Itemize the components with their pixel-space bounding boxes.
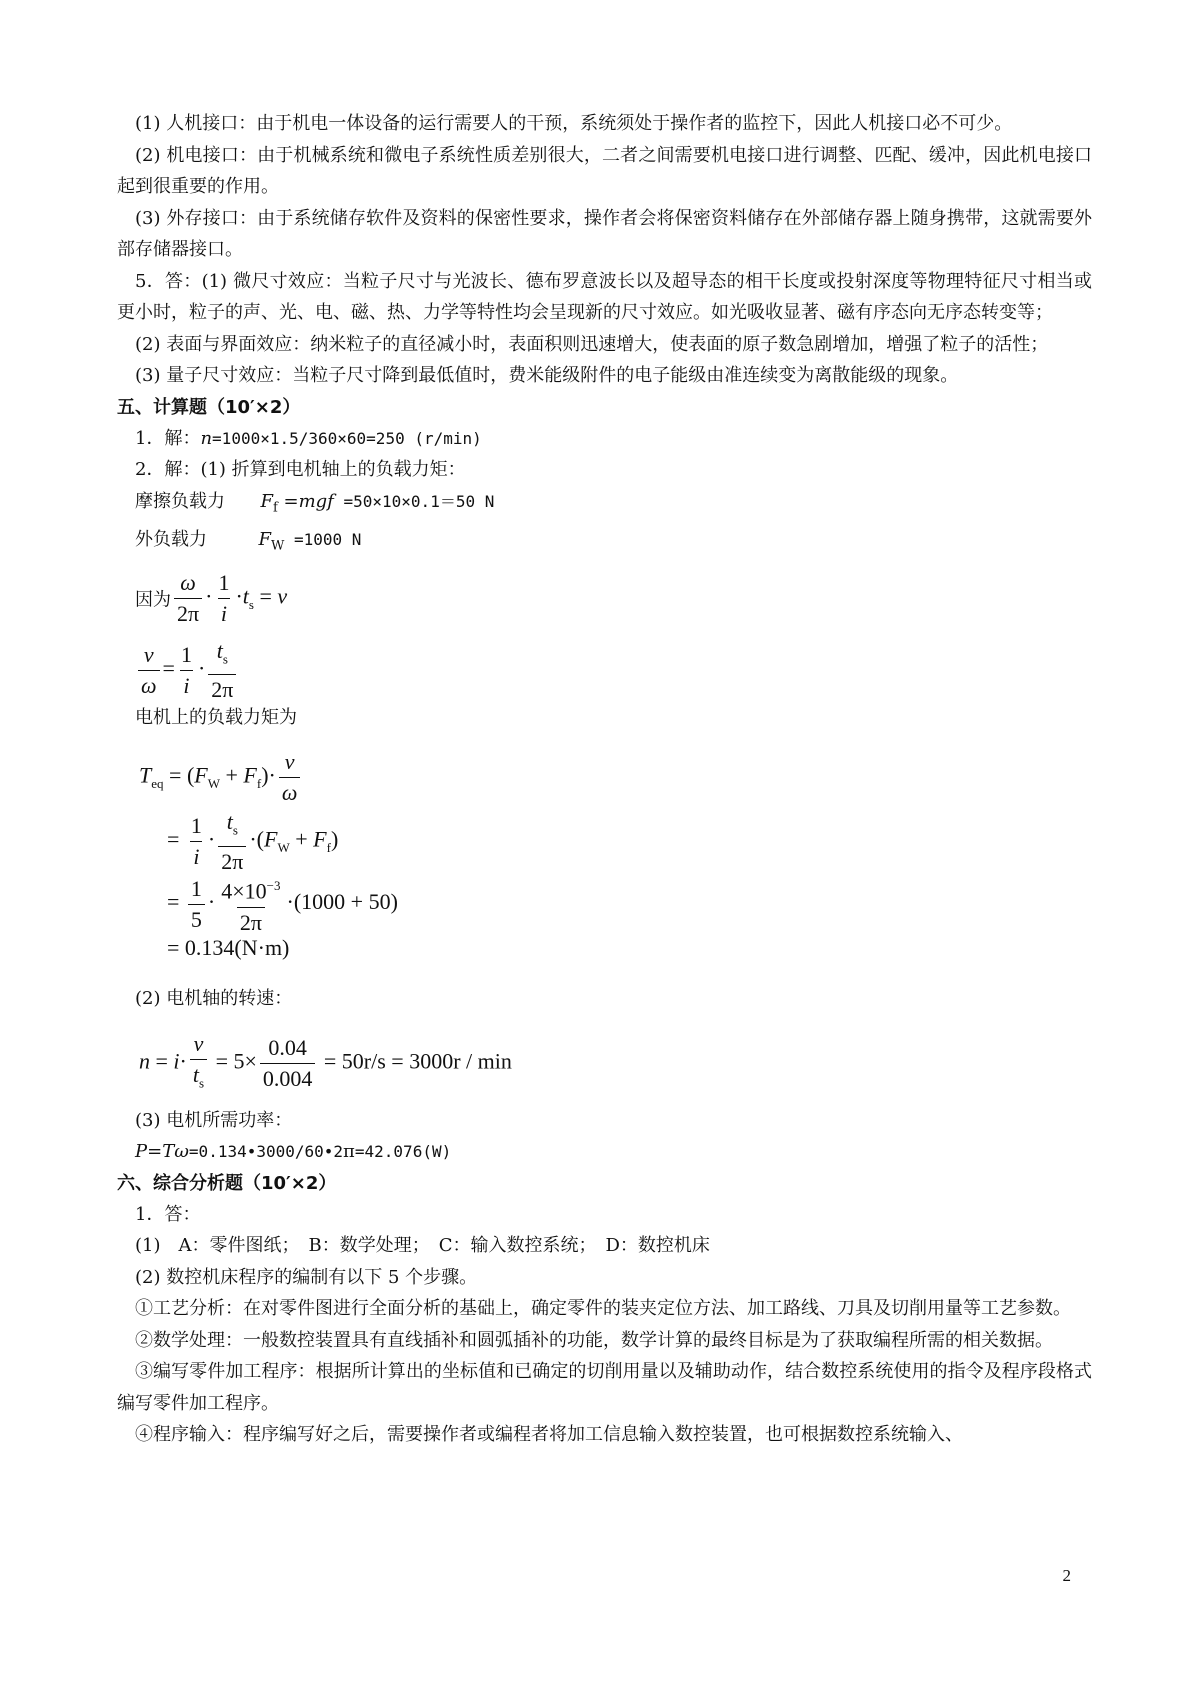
q1-label: 1．解：: [135, 427, 201, 449]
s6-step-2: ②数学处理：一般数控装置具有直线插补和圆弧插补的功能，数学计算的最终目标是为了获取编程所需的相关数据。: [135, 1329, 1053, 1351]
formula-torque-derivation: $T_{eq} = (F_W + F_f)\cdot$ $\frac{v}{\omega}$ = $\frac{1}{i}$ · $\frac{t_s}{2\pi}$ $\cdot(F_W + F_f)$ = $\frac{1}{5}$ · $\frac{4\times 10^{-3}}{2\pi}$ ·(1000 + 50) = 0.134(N·m): [139, 749, 398, 961]
external-sub: W: [270, 538, 285, 554]
formula-motor-speed: n = i· $\frac{v}{t_s}$ = 5× $\frac{0.04}{0.004}$ = 50r/s = 3000r / min: [139, 1029, 1092, 1097]
friction-mgf: mgf: [298, 490, 334, 512]
para-quantum-effect: (3) 量子尺寸效应：当粒子尺寸降到最低值时，费米能级附件的电子能级由准连续变为离散能级的现象。: [135, 365, 959, 386]
friction-eq: =: [277, 490, 299, 512]
para-surface-effect: (2) 表面与界面效应：纳米粒子的直径减小时，表面积则迅速增大，使表面的原子数急剧增加，增强了粒子的活性；: [135, 333, 1049, 355]
power-expr: =0.134•3000/60•2: [188, 1142, 344, 1162]
s6-answer-label: 1．答：: [135, 1203, 201, 1225]
power-pi: π: [343, 1141, 355, 1163]
s6-step-1: ①工艺分析：在对零件图进行全面分析的基础上，确定零件的装夹定位方法、加工路线、刀具及切削用量等工艺参数。: [135, 1298, 1071, 1320]
s6-steps-intro: (2) 数控机床程序的编制有以下 5 个步骤。: [135, 1266, 478, 1288]
para-storage: (3) 外存接口：由于系统储存软件及资料的保密性要求，操作者会将保密资料储存在外部储存器上随身携带，这就需要外部存储器接口。: [117, 207, 1092, 260]
external-load-line: [117, 524, 1092, 562]
friction-value: =50×10×0.1＝50 N: [333, 491, 495, 511]
power-formula: [117, 1136, 1092, 1168]
s6-step-3: ③编写零件加工程序：根据所计算出的坐标值和已确定的切削用量以及辅助动作，结合数控系统使用的指令及程序段格式编写零件加工程序。: [117, 1361, 1092, 1414]
para-answer-5: 5．答：(1) 微尺寸效应：当粒子尺寸与光波长、德布罗意波长以及超导态的相干长度或投射深度等物理特征尺寸相当或更小时，粒子的声、光、电、磁、热、力学等特性均会呈现新的尺寸效应。如光吸收显著、磁有序态向无序态转变等；: [117, 270, 1092, 323]
q1-solution: [117, 423, 1092, 455]
section-heading-calc: 五、计算题（10′×2）: [117, 396, 301, 418]
power-result: =42.076(W): [354, 1142, 452, 1162]
page-number: 2: [1062, 1566, 1071, 1585]
section-heading-analysis: 六、综合分析题（10′×2）: [117, 1172, 337, 1194]
power-P: P: [135, 1141, 148, 1163]
q1-expr: =1000×1.5/360×60=250 (r/min): [212, 428, 482, 448]
document-page: [117, 108, 1092, 1451]
speed-title: (2) 电机轴的转速：: [135, 988, 293, 1010]
s6-step-4: ④程序输入：程序编写好之后，需要操作者或编程者将加工信息输入数控装置，也可根据数控系统输入、: [135, 1424, 963, 1446]
friction-load-line: [117, 486, 1092, 524]
external-value: =1000 N: [284, 529, 362, 549]
friction-sub: f: [272, 500, 278, 516]
formula-velocity-relation: 因为 $\frac{\omega}{2\pi}$ · $\frac{1}{i}$ $\cdot t_s = v$: [135, 568, 1092, 630]
para-electromech: (2) 机电接口：由于机械系统和微电子系统性质差别很大，二者之间需要机电接口进行调整、匹配、缓冲，因此机电接口起到很重要的作用。: [117, 144, 1092, 197]
q2-intro: 2．解：(1) 折算到电机轴上的负载力矩：: [135, 459, 466, 480]
power-title: (3) 电机所需功率：: [135, 1109, 293, 1131]
external-symbol: F: [258, 528, 271, 550]
external-label: 外负载力: [135, 528, 207, 550]
q1-var: n: [200, 427, 213, 449]
because-label: 因为: [135, 589, 171, 611]
power-eq: =: [147, 1141, 163, 1163]
formula-v-over-omega: $\frac{v}{\omega}$ = $\frac{1}{i}$ · $\frac{t_s}{2\pi}$: [135, 636, 1092, 698]
friction-symbol: F: [260, 490, 273, 512]
friction-label: 摩擦负载力: [135, 490, 225, 512]
power-omega: ω: [174, 1141, 189, 1163]
s6-flow-items: (1) A：零件图纸； B：数学处理； C：输入数控系统； D：数控机床: [135, 1235, 710, 1257]
para-hmi: (1) 人机接口：由于机电一体设备的运行需要人的干预，系统须处于操作者的监控下，因此人机接口必不可少。: [135, 113, 1013, 134]
power-T: T: [162, 1141, 175, 1163]
motor-torque-label: 电机上的负载力矩为: [135, 706, 297, 728]
